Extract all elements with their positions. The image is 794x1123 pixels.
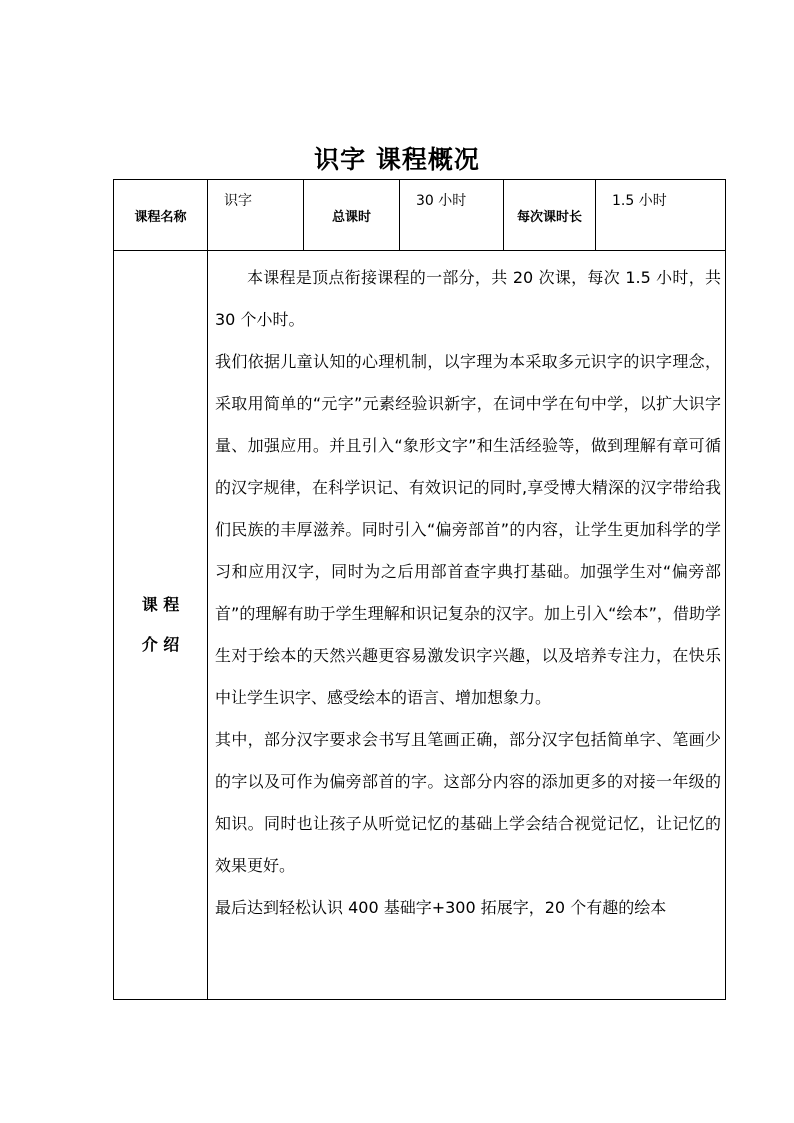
course-intro-text bbox=[208, 251, 726, 1000]
intro-paragraph: 本课程是顶点衔接课程的一部分，共 20 次课，每次 1.5 小时，共 30 个小时。 bbox=[215, 268, 721, 329]
per-session-value: 1.5 小时 bbox=[596, 180, 726, 251]
course-intro-label-line1: 课 程 bbox=[141, 595, 180, 614]
page-title: 识字 课程概况 bbox=[314, 145, 480, 174]
intro-paragraph: 其中，部分汉字要求会书写且笔画正确，部分汉字包括简单字、笔画少的字以及可作为偏旁部首的字。这部分内容的添加更多的对接一年级的知识。同时也让孩子从听觉记忆的基础上学会结合视觉记忆，让记忆的效果更好。 bbox=[215, 730, 721, 875]
course-intro-label-line2: 介 绍 bbox=[141, 635, 180, 654]
total-hours-label: 总课时 bbox=[304, 180, 400, 251]
course-intro-row bbox=[114, 251, 726, 1000]
intro-paragraph: 我们依据儿童认知的心理机制，以字理为本采取多元识字的识字理念，采取用简单的“元字”元素经验识新字，在词中学在句中学，以扩大识字量、加强应用。并且引入“象形文字”和生活经验等，做到理解有章可循的汉字规律，在科学识记、有效识记的同时,享受博大精深的汉字带给我们民族的丰厚滋养。同时引入“偏旁部首”的内容，让学生更加科学的学习和应用汉字，同时为之后用部首查字典打基础。加强学生对“偏旁部首”的理解有助于学生理解和识记复杂的汉字。加上引入“绘本”，借助学生对于绘本的天然兴趣更容易激发识字兴趣，以及培养专注力，在快乐中让学生识字、感受绘本的语言、增加想象力。 bbox=[215, 352, 721, 707]
total-hours-value: 30 小时 bbox=[400, 180, 504, 251]
course-intro-label bbox=[114, 251, 208, 1000]
per-session-label: 每次课时长 bbox=[504, 180, 596, 251]
intro-paragraph: 最后达到轻松认识 400 基础字+300 拓展字，20 个有趣的绘本 bbox=[215, 898, 667, 917]
course-name-label: 课程名称 bbox=[114, 180, 208, 251]
course-info-row bbox=[114, 180, 726, 251]
course-name-value: 识字 bbox=[208, 180, 304, 251]
course-overview-table bbox=[113, 179, 726, 1000]
